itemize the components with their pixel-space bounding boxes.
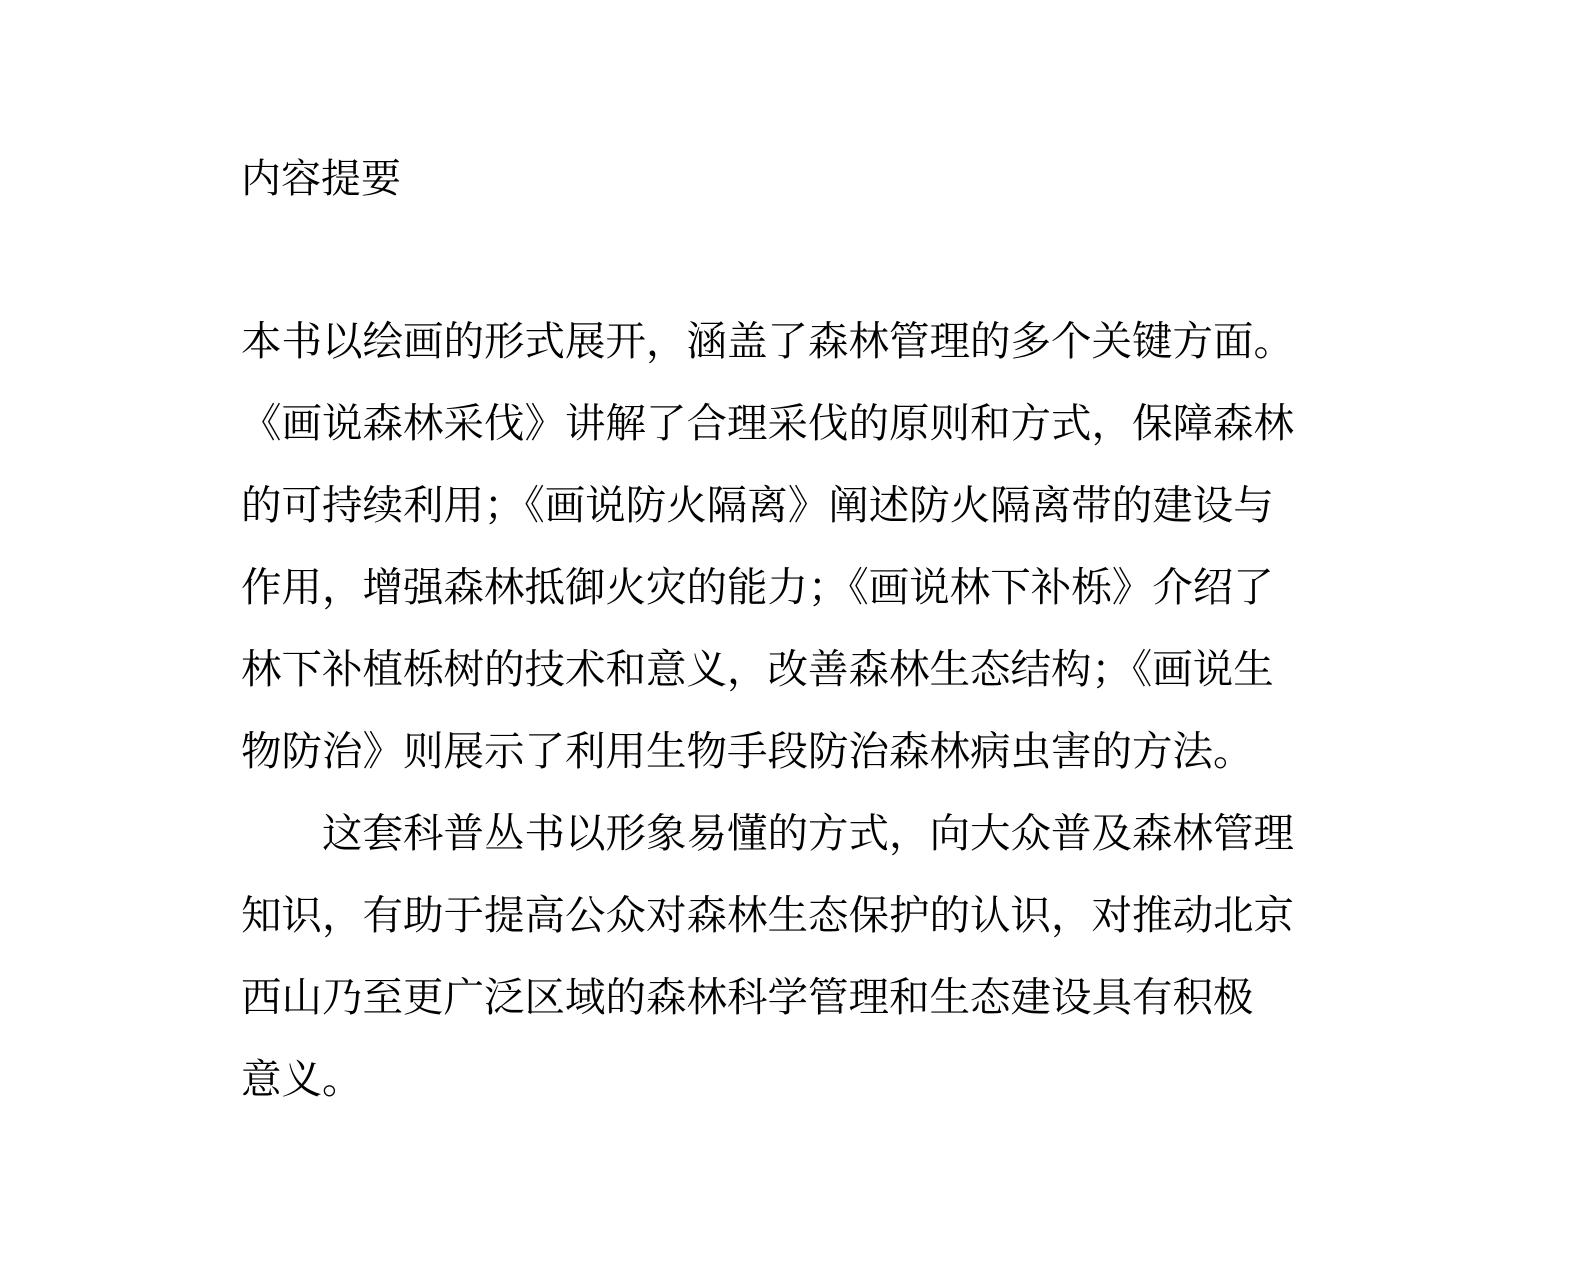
- paragraph-line: 作用，增强森林抵御火灾的能力；《画说林下补栎》介绍了: [241, 563, 1274, 611]
- paragraph-line: 《画说森林采伐》讲解了合理采伐的原则和方式，保障森林: [241, 399, 1294, 447]
- paragraph-line: 知识，有助于提高公众对森林生态保护的认识，对推动北京: [241, 891, 1294, 939]
- paragraph-line: 物防治》则展示了利用生物手段防治森林病虫害的方法。: [241, 727, 1254, 775]
- paragraph-line: 的可持续利用；《画说防火隔离》阐述防火隔离带的建设与: [241, 481, 1274, 529]
- paragraph-line: 本书以绘画的形式展开，涵盖了森林管理的多个关键方面。: [241, 317, 1294, 365]
- paragraph-line: 这套科普丛书以形象易懂的方式，向大众普及森林管理: [322, 809, 1294, 857]
- page-title: 内容提要: [241, 156, 401, 202]
- paragraph-line: 意义。: [241, 1055, 363, 1103]
- paragraph-line: 西山乃至更广泛区域的森林科学管理和生态建设具有积极: [241, 973, 1254, 1021]
- paragraph-line: 林下补植栎树的技术和意义，改善森林生态结构；《画说生: [241, 645, 1274, 693]
